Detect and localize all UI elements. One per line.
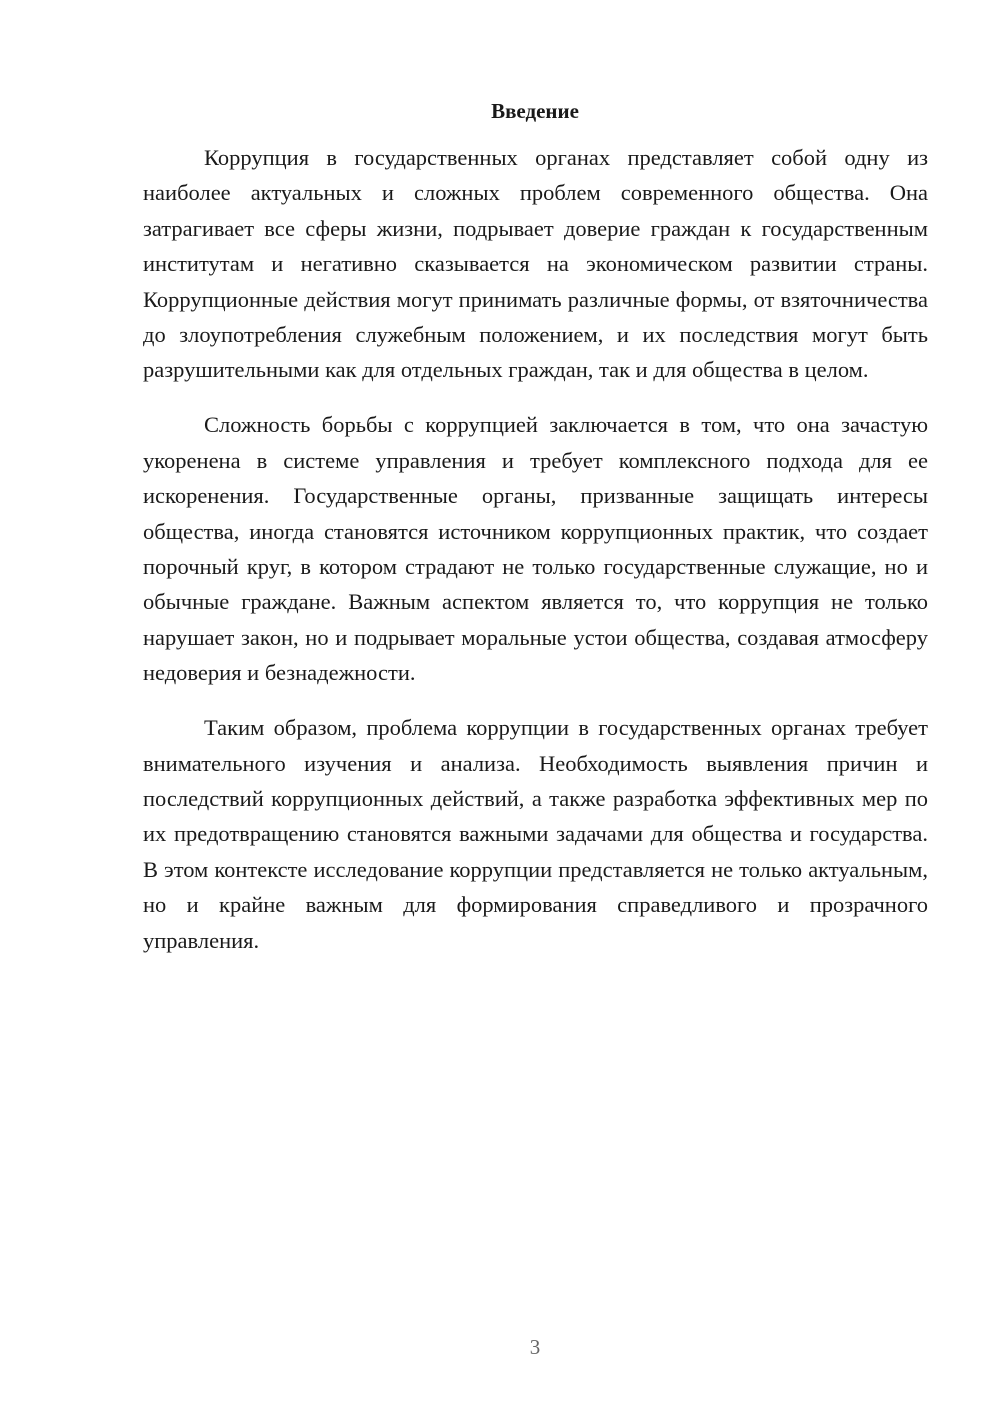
paragraph: Сложность борьбы с коррупцией заключается в том, что она зачастую укоренена в системе управления и требует комплексного подхода для ее искоренения. Государственные органы, призванные защищать интересы общества, иногда становятся источником коррупционных практик, что создает порочный круг, в котором страдают не только государственные служащие, но и обычные граждане. Важным аспектом является то, что коррупция не только нарушает закон, но и подрывает моральные устои общества, создавая атмосферу недоверия и безнадежности. <box>143 412 928 686</box>
body-text <box>143 140 928 958</box>
section-heading: Введение <box>491 99 579 123</box>
paragraph: Таким образом, проблема коррупции в государственных органах требует внимательного изучения и анализа. Необходимость выявления причин и последствий коррупционных действий, а также разработка эффективных мер по их предотвращению становятся важными задачами для общества и государства. В этом контексте исследование коррупции представляется не только актуальным, но и крайне важным для формирования справедливого и прозрачного управления. <box>143 715 928 953</box>
page-number: 3 <box>529 1335 541 1359</box>
paragraph: Коррупция в государственных органах представляет собой одну из наиболее актуальных и сложных проблем современного общества. Она затрагивает все сферы жизни, подрывает доверие граждан к государственным институтам и негативно сказывается на экономическом развитии страны. Коррупционные действия могут принимать различные формы, от взяточничества до злоупотребления служебным положением, и их последствия могут быть разрушительными как для отдельных граждан, так и для общества в целом. <box>143 145 928 383</box>
